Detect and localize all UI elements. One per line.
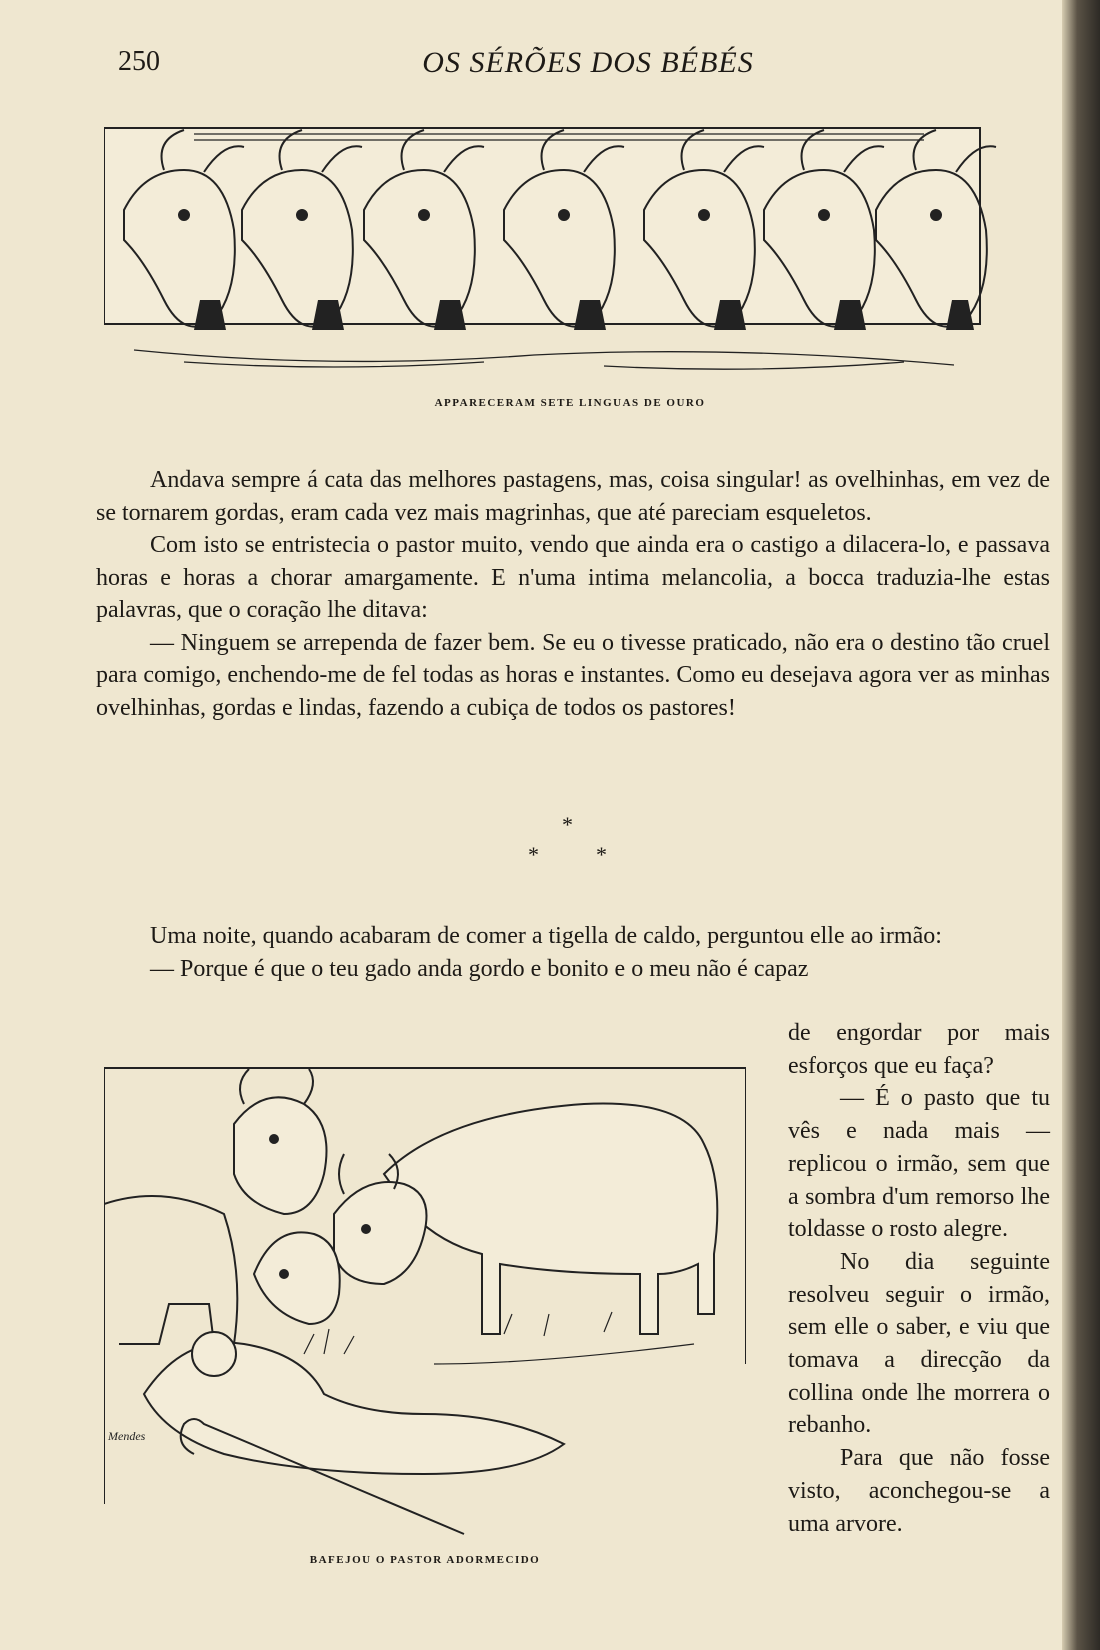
illustration-sleeping-shepherd xyxy=(104,1064,746,1544)
text-block-2 xyxy=(96,920,1050,985)
paragraph-3: — Ninguem se arrependa de fazer bem. Se eu o tivesse praticado, não era o destino tão cruel para comigo, enchendo-me de fel todas as horas e instantes. Como eu desejava agora ver as minhas ovelhinhas, gordas e lindas, fazendo a cubiça de todos os pastores! xyxy=(96,629,1050,721)
bottom-figure-caption: BAFEJOU O PASTOR ADORMECIDO xyxy=(309,1554,541,1566)
illustration-cattle-heads xyxy=(104,100,1036,390)
asterism-star: * xyxy=(596,842,607,867)
paragraph-5-end: de engordar por mais esforços que eu faça? xyxy=(788,1020,1050,1079)
paragraph-8: Para que não fosse visto, aconchegou-se a uma arvore. xyxy=(788,1445,1050,1537)
page-number: 250 xyxy=(118,46,160,77)
side-column-text xyxy=(788,1017,1050,1540)
asterism-star: * xyxy=(562,812,573,837)
paragraph-6: — É o pasto que tu vês e nada mais — replicou o irmão, sem que a sombra d'um remorso lhe toldasse o rosto alegre. xyxy=(788,1085,1050,1243)
page-edge-shadow xyxy=(1062,0,1100,1650)
text-block-1 xyxy=(96,464,1050,724)
paragraph-2: Com isto se entristecia o pastor muito, vendo que ainda era o castigo a dilacera-lo, e passava horas e horas a chorar amargamente. E n'uma intima melancolia, a bocca traduzia-lhe estas palavras, que o coração lhe ditava: xyxy=(96,532,1050,623)
paragraph-1: Andava sempre á cata das melhores pastagens, mas, coisa singular! as ovelhinhas, em vez de se tornarem gordas, eram cada vez mais magrinhas, que até pareciam esqueletos. xyxy=(96,467,1050,526)
asterism-star: * xyxy=(528,842,539,867)
running-title: OS SÉRÕES DOS BÉBÉS xyxy=(422,46,754,79)
paragraph-5-start: — Porque é que o teu gado anda gordo e bonito e o meu não é capaz xyxy=(150,955,809,982)
page-header xyxy=(118,42,1058,82)
section-break-asterism xyxy=(510,812,630,868)
illustration-signature: Mendes xyxy=(108,1429,146,1443)
paragraph-7: No dia seguinte resolveu seguir o irmão, sem elle o saber, e viu que tomava a direcção da collina onde lhe morrera o rebanho. xyxy=(788,1248,1050,1439)
paragraph-4: Uma noite, quando acabaram de comer a tigella de caldo, perguntou elle ao irmão: xyxy=(150,923,942,949)
top-figure-caption: APPARECERAM SETE LINGUAS DE OURO xyxy=(434,397,706,409)
